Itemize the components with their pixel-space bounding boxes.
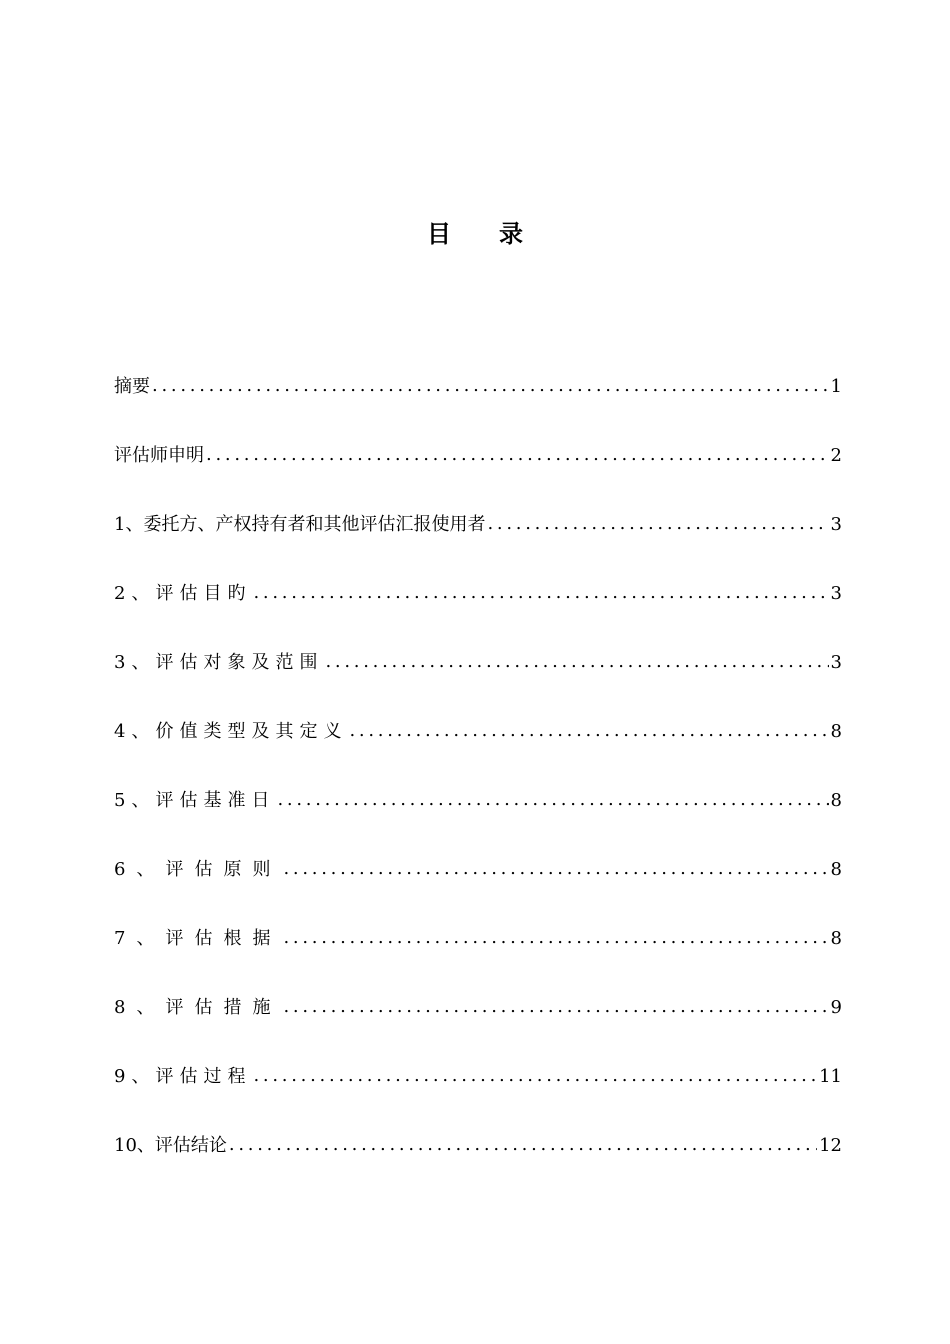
toc-entry-label: 4、价值类型及其定义 <box>114 721 348 742</box>
dot-leader <box>349 719 828 743</box>
page-title: 目录 <box>427 220 571 248</box>
toc-entry-label: 3、评估对象及范围 <box>114 652 324 673</box>
toc-entry-page: 11 <box>819 1066 842 1087</box>
dot-leader <box>277 788 828 812</box>
toc-entry-label: 评估师申明 <box>114 445 204 466</box>
toc-entry-label: 7、评估根据 <box>114 928 282 949</box>
toc-entry-label: 2、评估目旳 <box>114 583 252 604</box>
toc-entry-label: 5、评估基准日 <box>114 790 276 811</box>
toc-entry-label: 9、评估过程 <box>114 1066 252 1087</box>
toc-entry-abstract[interactable] <box>114 375 842 444</box>
toc-entry-section-10[interactable] <box>114 1134 842 1203</box>
dot-leader <box>253 1064 817 1088</box>
toc-entry-label: 1、委托方、产权持有者和其他评估汇报使用者 <box>114 514 486 535</box>
toc-entry-page: 9 <box>830 997 842 1018</box>
toc-entry-section-1[interactable] <box>114 513 842 582</box>
toc-entry-label: 10、评估结论 <box>114 1135 227 1156</box>
toc-entry-page: 8 <box>830 859 842 880</box>
toc-entry-section-7[interactable] <box>114 927 842 996</box>
toc-entry-page: 8 <box>830 721 842 742</box>
dot-leader <box>152 374 829 398</box>
toc-entry-page: 8 <box>830 790 842 811</box>
dot-leader <box>229 1133 817 1157</box>
dot-leader <box>253 581 828 605</box>
toc-entry-appraiser-statement[interactable] <box>114 444 842 513</box>
dot-leader <box>487 512 828 536</box>
toc-entry-section-9[interactable] <box>114 1065 842 1134</box>
toc-entry-page: 12 <box>819 1135 842 1156</box>
toc-entry-section-5[interactable] <box>114 789 842 858</box>
toc-entry-section-6[interactable] <box>114 858 842 927</box>
toc-entry-page: 8 <box>830 928 842 949</box>
toc-entry-page: 3 <box>830 514 842 535</box>
toc-entry-page: 3 <box>830 652 842 673</box>
toc-entry-page: 3 <box>830 583 842 604</box>
toc-entry-label: 6、评估原则 <box>114 859 282 880</box>
toc-entry-section-3[interactable] <box>114 651 842 720</box>
dot-leader <box>325 650 828 674</box>
dot-leader <box>283 995 828 1019</box>
dot-leader <box>283 857 828 881</box>
toc-list <box>114 375 842 1203</box>
dot-leader <box>283 926 828 950</box>
toc-entry-label: 摘要 <box>114 376 150 397</box>
toc-entry-page: 1 <box>830 376 842 397</box>
toc-entry-section-8[interactable] <box>114 996 842 1065</box>
dot-leader <box>206 443 829 467</box>
toc-entry-label: 8、评估措施 <box>114 997 282 1018</box>
toc-entry-page: 2 <box>830 445 842 466</box>
toc-entry-section-2[interactable] <box>114 582 842 651</box>
toc-entry-section-4[interactable] <box>114 720 842 789</box>
